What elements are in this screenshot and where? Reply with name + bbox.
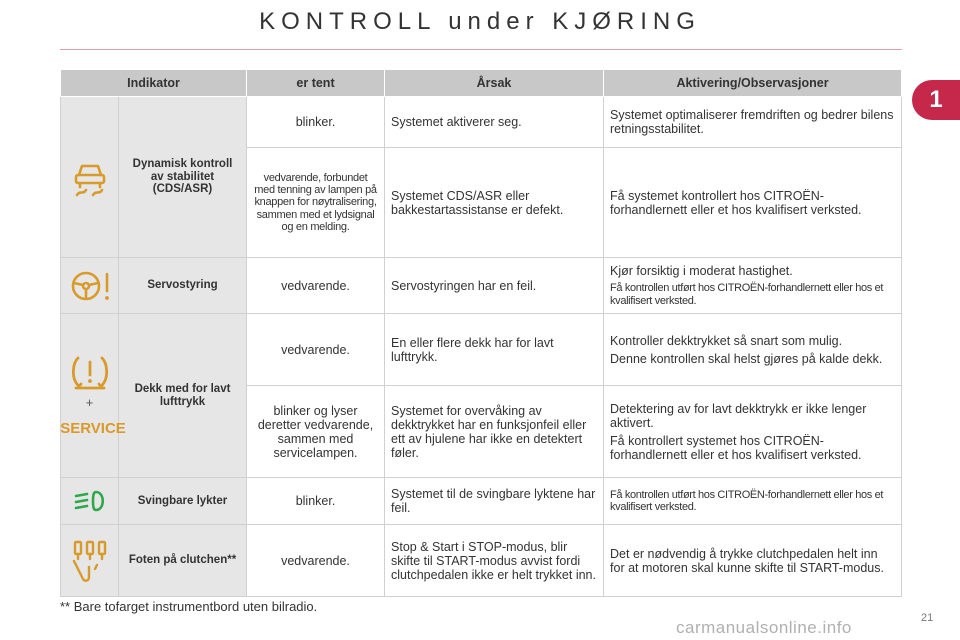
action-cell bbox=[604, 386, 902, 478]
page-number: 21 bbox=[921, 612, 934, 624]
foot-on-clutch-icon bbox=[69, 539, 111, 583]
indicator-name: Dynamisk kontroll av stabilitet (CDS/ASR) bbox=[119, 97, 247, 258]
action-text: Kontroller dekktrykket så snart som mulig. bbox=[610, 333, 843, 348]
action-cell bbox=[604, 148, 902, 258]
title-divider bbox=[60, 49, 902, 50]
table-row bbox=[61, 478, 902, 525]
action-cell bbox=[604, 258, 902, 314]
cause-cell: Systemet for overvåking av dekktrykket har en funksjonfeil eller ett av hjulene har ikke en detektert føler. bbox=[385, 386, 604, 478]
page-title: KONTROLL under KJØRING bbox=[259, 8, 701, 35]
cause-cell: Servostyringen har en feil. bbox=[385, 258, 604, 314]
cause-cell: Systemet aktiverer seg. bbox=[385, 97, 604, 148]
power-steering-icon bbox=[68, 268, 112, 304]
indicator-table bbox=[60, 69, 902, 597]
action-cell bbox=[604, 97, 902, 148]
action-text: Kjør forsiktig i moderat hastighet. bbox=[610, 264, 793, 279]
state-cell: blinker og lyser deretter vedvarende, sammen med servicelampen. bbox=[247, 386, 385, 478]
footnote: ** Bare tofarget instrumentbord uten bilradio. bbox=[60, 599, 318, 614]
action-text: Få kontrollert systemet hos CITROËN-forhandlernett eller et hos kvalifisert verksted. bbox=[610, 433, 862, 462]
action-text: Systemet optimaliserer fremdriften og bedrer bilens retningsstabilitet. bbox=[610, 108, 894, 136]
indicator-name: Servostyring bbox=[119, 258, 247, 314]
service-label: SERVICE bbox=[60, 419, 126, 437]
indicator-name: Foten på clutchen** bbox=[119, 525, 247, 597]
service-icon bbox=[60, 417, 126, 437]
indicator-icon-cell bbox=[61, 258, 119, 314]
action-text: Få kontrollen utført hos CITROËN-forhandlernett eller hos et kvalifisert verksted. bbox=[610, 488, 884, 513]
header-arsak: Årsak bbox=[385, 70, 604, 97]
indicator-icon-cell bbox=[61, 478, 119, 525]
cause-cell: Systemet CDS/ASR eller bakkestartassistanse er defekt. bbox=[385, 148, 604, 258]
action-text: Få kontrollen utført hos CITROËN-forhandlernett eller hos et kvalifisert verksted. bbox=[610, 282, 884, 307]
header-aktivering: Aktivering/Observasjoner bbox=[604, 70, 902, 97]
state-cell: blinker. bbox=[247, 97, 385, 148]
header-indikator: Indikator bbox=[61, 70, 247, 97]
state-cell: vedvarende. bbox=[247, 314, 385, 386]
table-row bbox=[61, 314, 902, 386]
state-cell: blinker. bbox=[247, 478, 385, 525]
chapter-tab[interactable]: 1 bbox=[912, 80, 960, 120]
tyre-pressure-icon bbox=[68, 354, 112, 392]
indicator-name: Dekk med for lavt lufttrykk bbox=[119, 314, 247, 478]
state-cell: vedvarende, forbundet med tenning av lampen på knappen for nøytralisering, sammen med et lydsignal og en melding. bbox=[247, 148, 385, 258]
table-row bbox=[61, 258, 902, 314]
indicator-icon-cell bbox=[61, 97, 119, 258]
action-text: Det er nødvendig å trykke clutchpedalen helt inn for at motoren skal kunne skifte til START-modus. bbox=[610, 546, 884, 575]
plus-sign: + bbox=[85, 395, 94, 411]
action-cell bbox=[604, 478, 902, 525]
indicator-icon-cell bbox=[61, 525, 119, 597]
state-cell: vedvarende. bbox=[247, 525, 385, 597]
action-text: Få systemet kontrollert hos CITROËN-forhandlernett eller et hos kvalifisert verksted. bbox=[610, 188, 862, 217]
watermark: carmanualsonline.info bbox=[676, 618, 852, 637]
header-er-tent: er tent bbox=[247, 70, 385, 97]
table-row bbox=[61, 525, 902, 597]
table-row bbox=[61, 97, 902, 148]
cause-cell: En eller flere dekk har for lavt lufttrykk. bbox=[385, 314, 604, 386]
table-header-row bbox=[61, 70, 902, 97]
action-cell bbox=[604, 525, 902, 597]
cause-cell: Systemet til de svingbare lyktene har feil. bbox=[385, 478, 604, 525]
indicator-name: Svingbare lykter bbox=[119, 478, 247, 525]
state-cell: vedvarende. bbox=[247, 258, 385, 314]
action-text: Detektering av for lavt dekktrykk er ikke lenger aktivert. bbox=[610, 401, 867, 430]
indicator-icon-cell bbox=[60, 314, 126, 478]
cornering-light-icon bbox=[72, 488, 108, 514]
cause-cell: Stop & Start i STOP-modus, blir skifte til START-modus avvist fordi clutchpedalen ikke er helt trykket inn. bbox=[385, 525, 604, 597]
action-text: Denne kontrollen skal helst gjøres på kalde dekk. bbox=[610, 351, 883, 366]
esp-skid-icon bbox=[71, 157, 109, 197]
action-cell bbox=[604, 314, 902, 386]
